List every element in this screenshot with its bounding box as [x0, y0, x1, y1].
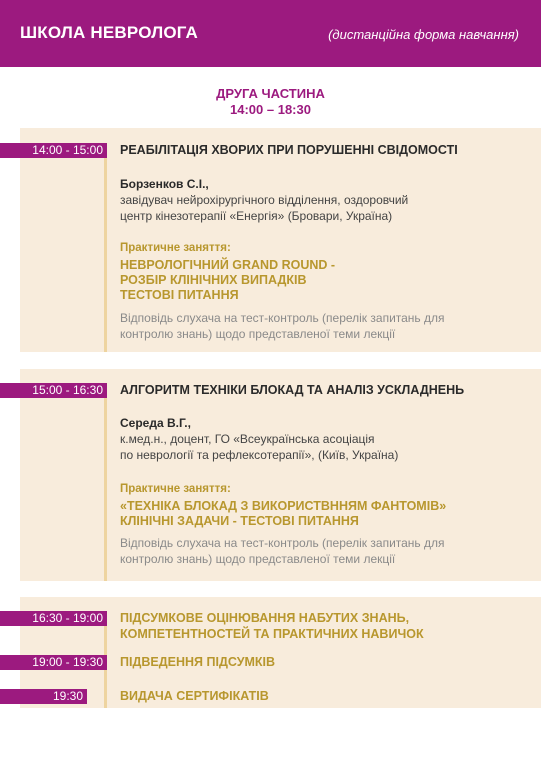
- session-title-2: АЛГОРИТМ ТЕХНІКИ БЛОКАД ТА АНАЛІЗ УСКЛАДНЕНЬ: [120, 383, 465, 397]
- closing-title-2: ПІДВЕДЕННЯ ПІДСУМКІВ: [120, 655, 276, 669]
- practice-label-1: Практичне заняття:: [120, 242, 231, 254]
- timeline-divider-2: [104, 383, 107, 581]
- speaker-desc-2: к.мед.н., доцент, ГО «Всеукраїнська асоціація по неврології та рефлексотерапії», (Київ, Україна): [120, 432, 399, 462]
- part-name: ДРУГА ЧАСТИНА: [216, 86, 325, 101]
- timeline-divider-1: [104, 143, 107, 352]
- header-bar: [0, 0, 541, 67]
- closing-time-1: 16:30 - 19:00: [0, 611, 107, 626]
- session-title-1: РЕАБІЛІТАЦІЯ ХВОРИХ ПРИ ПОРУШЕННІ СВІДОМОСТІ: [120, 143, 458, 157]
- closing-time-2: 19:00 - 19:30: [0, 655, 107, 670]
- test-note-1: Відповідь слухача на тест-контроль (перелік запитань для контролю знань) щодо представленої теми лекції: [120, 311, 445, 341]
- speaker-desc-1: завідувач нейрохірургічного відділення, оздоровчий центр кінезотерапії «Енергія» (Бровари, Україна): [120, 193, 409, 223]
- test-note-2: Відповідь слухача на тест-контроль (перелік запитань для контролю знань) щодо представленої теми лекції: [120, 536, 445, 566]
- practice-title-1: НЕВРОЛОГІЧНИЙ GRAND ROUND - РОЗБІР КЛІНІЧНИХ ВИПАДКІВ ТЕСТОВІ ПИТАННЯ: [120, 258, 336, 302]
- practice-label-2: Практичне заняття:: [120, 483, 231, 495]
- session-time-1: 14:00 - 15:00: [0, 143, 107, 158]
- closing-title-3: ВИДАЧА СЕРТИФІКАТІВ: [120, 689, 269, 703]
- school-title: ШКОЛА НЕВРОЛОГА: [20, 23, 198, 42]
- speaker-name-2: Середа В.Г.,: [120, 416, 191, 430]
- closing-time-3: 19:30: [0, 689, 87, 704]
- practice-title-2: «ТЕХНІКА БЛОКАД З ВИКОРИСТВННЯМ ФАНТОМІВ» КЛІНІЧНІ ЗАДАЧИ - ТЕСТОВІ ПИТАННЯ: [120, 499, 447, 528]
- speaker-name-1: Борзенков С.І.,: [120, 177, 209, 191]
- session-time-2: 15:00 - 16:30: [0, 383, 107, 398]
- closing-title-1: ПІДСУМКОВЕ ОЦІНЮВАННЯ НАБУТИХ ЗНАНЬ, КОМПЕТЕНТНОСТЕЙ ТА ПРАКТИЧНИХ НАВИЧОК: [120, 611, 424, 641]
- part-time: 14:00 – 18:30: [230, 102, 311, 117]
- study-form-subtitle: (дистанційна форма навчання): [328, 27, 519, 42]
